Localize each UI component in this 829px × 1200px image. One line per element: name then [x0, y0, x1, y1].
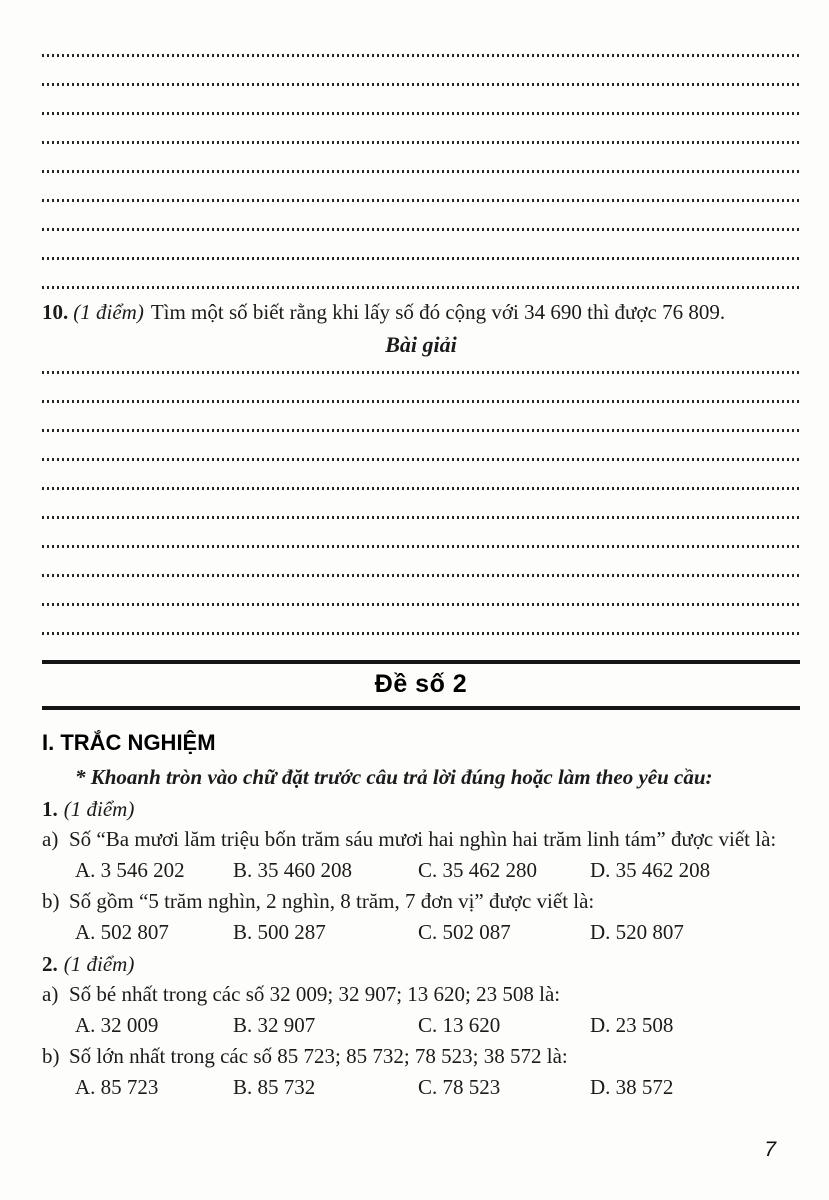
answer-line [42, 603, 800, 606]
answer-line [42, 228, 800, 231]
question-1-part-a [42, 825, 800, 853]
answer-line [42, 54, 800, 57]
answer-lines-top [42, 54, 800, 289]
answer-line [42, 83, 800, 86]
option-c: C. 78 523 [418, 1075, 501, 1099]
answer-line [42, 286, 800, 289]
option-b: B. 85 732 [233, 1075, 316, 1099]
option-c: C. 35 462 280 [418, 858, 538, 882]
answer-lines-solution [42, 371, 800, 635]
option-b: B. 35 460 208 [233, 858, 353, 882]
part-b-label: b) [42, 1044, 60, 1068]
option-b: B. 32 907 [233, 1013, 316, 1037]
part-a-label: a) [42, 982, 59, 1006]
option-d: D. 35 462 208 [590, 858, 711, 882]
answer-line [42, 487, 800, 490]
problem-10 [42, 298, 800, 326]
question-1b-options-row [75, 918, 800, 946]
question-2b-options-row [75, 1073, 800, 1101]
part-a-text: Số bé nhất trong các số 32 009; 32 907; 13 620; 23 508 là: [69, 982, 561, 1006]
question-1-label: 1. [42, 797, 58, 821]
answer-line [42, 400, 800, 403]
question-2-points: (1 điểm) [63, 952, 135, 976]
problem-points: (1 điểm) [73, 300, 144, 324]
page-number: 7 [764, 1138, 776, 1161]
answer-line [42, 516, 800, 519]
question-1-points: (1 điểm) [63, 797, 135, 821]
option-c: C. 13 620 [418, 1013, 501, 1037]
option-b: B. 500 287 [233, 920, 326, 944]
question-2-header [42, 950, 800, 978]
option-d: D. 23 508 [590, 1013, 674, 1037]
answer-line [42, 112, 800, 115]
question-2-part-a [42, 980, 800, 1008]
problem-text: Tìm một số biết rằng khi lấy số đó cộng với 34 690 thì được 76 809. [150, 300, 726, 324]
section-title: I. TRẮC NGHIỆM [42, 730, 216, 755]
answer-line [42, 458, 800, 461]
question-2-label: 2. [42, 952, 58, 976]
instruction-text: * Khoanh tròn vào chữ đặt trước câu trả lời đúng hoặc làm theo yêu cầu: [75, 765, 713, 789]
part-b-text: Số gồm “5 trăm nghìn, 2 nghìn, 8 trăm, 7 đơn vị” được viết là: [69, 889, 595, 913]
question-1-header [42, 795, 800, 823]
option-a: A. 32 009 [75, 1013, 159, 1037]
question-1a-options-row [75, 856, 800, 884]
question-2a-options-row [75, 1011, 800, 1039]
part-a-text: Số “Ba mươi lăm triệu bốn trăm sáu mươi hai nghìn hai trăm linh tám” được viết là: [69, 827, 777, 851]
answer-line [42, 170, 800, 173]
answer-line [42, 429, 800, 432]
answer-line [42, 545, 800, 548]
answer-line [42, 141, 800, 144]
exam-title: Đề số 2 [374, 670, 468, 698]
part-a-label: a) [42, 827, 59, 851]
part-b-text: Số lớn nhất trong các số 85 723; 85 732; 78 523; 38 572 là: [69, 1044, 568, 1068]
option-a: A. 85 723 [75, 1075, 159, 1099]
solution-heading: Bài giải [385, 332, 457, 357]
part-b-label: b) [42, 889, 60, 913]
option-a: A. 502 807 [75, 920, 169, 944]
option-d: D. 38 572 [590, 1075, 674, 1099]
exam-header [42, 660, 800, 710]
answer-line [42, 257, 800, 260]
answer-line [42, 632, 800, 635]
answer-line [42, 199, 800, 202]
option-d: D. 520 807 [590, 920, 684, 944]
question-1-part-b [42, 887, 800, 915]
option-c: C. 502 087 [418, 920, 511, 944]
answer-line [42, 574, 800, 577]
option-a: A. 3 546 202 [75, 858, 185, 882]
answer-line [42, 371, 800, 374]
question-2-part-b [42, 1042, 800, 1070]
problem-number: 10. [42, 300, 69, 324]
